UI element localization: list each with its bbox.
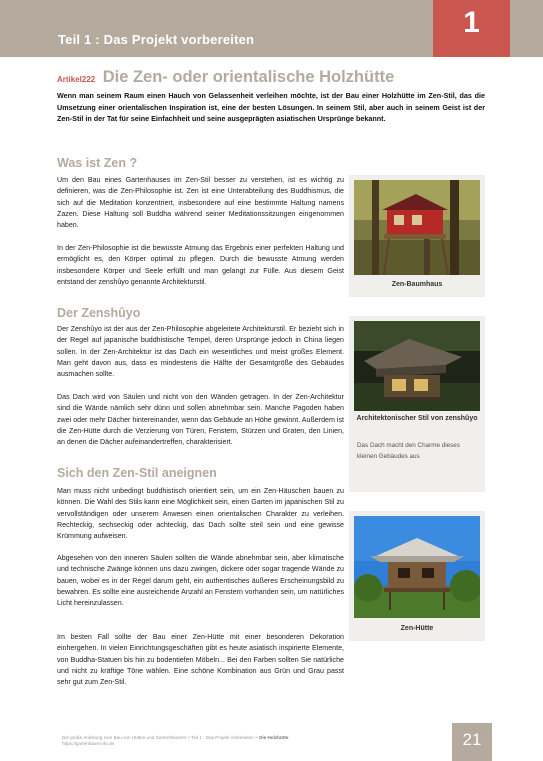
- page-number: 21: [452, 723, 492, 761]
- paragraph: Im besten Fall sollte der Bau einer Zen-Hütte mit einer besonderen Dekoration einhergehen. In vielen Einrichtungsgeschäften gibt es heute asiatisch inspirierte Elemente, von Buddha-Statuen bis hin zu bodentiefen Möbeln... Bei den Farben sollten Sie natürliche und nicht zu kräftige Töne wählen. Eine schöne Kombination aus Grün und Grau passt sehr gut zum Zen-Stil.: [57, 633, 344, 687]
- zen-hut-photo: [354, 516, 480, 618]
- figure-description: Das Dach macht den Charme dieses kleinen Gebäudes aus: [357, 442, 460, 460]
- chapter-number: 1: [433, 0, 510, 57]
- figure-zenshuyo: [349, 316, 485, 492]
- paragraph: Der Zenshûyo ist der aus der Zen-Philosophie abgeleitete Architekturstil. Er bezieht sich in der Regel auf japanische buddhistische Tempel, deren Ursprünge jedoch in China liegen sollen. In der Zen-Architektur ist das Dach ein wesentliches und meist großes Element. Man geht davon aus, dass es mindestens die Hälfte der Gesamtgröße des Gebäudes ausmachen sollte.: [57, 325, 344, 379]
- paragraph: Man muss nicht unbedingt buddhistisch orientiert sein, um ein Zen-Häuschen bauen zu können. Die Wahl des Stils kann eine Möglichkeit sein, einen Garten im japanischen Stil zu vervollständigen oder unserem Anwesen einen orientalischen Charakter zu verleihen. Rechteckig, sechseckig oder achteckig, das Dach sollte steil sein und eine gewisse Krümmung aufweisen.: [57, 487, 344, 541]
- treehouse-photo: [354, 180, 480, 275]
- section-heading: Der Zenshûyo: [57, 306, 141, 320]
- figure-zen-treehouse: [349, 175, 485, 297]
- paragraph: In der Zen-Philosophie ist die bewusste Atmung das Ergebnis einer perfekten Haltung und ermöglicht es, den Körper optimal zu pflegen. Durch die bewusste Atmung werden insbesondere Körper und Seele erfüllt und man gelangt zur Fülle. Aus diesem Geist entstand der zenshûyo genannte Architekturstil.: [57, 244, 344, 286]
- article-number: Artikel222: [57, 75, 96, 84]
- figure-caption: Zen-Hütte: [400, 625, 434, 632]
- paragraph: Das Dach wird von Säulen und nicht von den Wänden getragen. In der Zen-Architektur sind die Wände nämlich sehr dünn und sollen abnehmbar sein. Manche Pagoden haben zwei oder mehr Dächer hintereinander, wenn das Gebäude an Höhe gewinnt. Außerdem ist die Zen-Hütte durch die Verzierung von Türen, Fenstern, Stürzen und Graten, den Linien, an denen die Dächer aufeinandertreffen, charakterisiert.: [57, 393, 344, 447]
- figure-zen-hut: [349, 511, 485, 641]
- paragraph: Abgesehen von den inneren Säulen sollten die Wände abnehmbar sein, aber klimatische und technische Zwänge können uns dazu zwingen, dickere oder sogar tragende Wände zu bauen, wobei es in der Regel darum geht, ein authentisches äußeres Erscheinungsbild zu bewahren. Es sollte eine ausreichende Anzahl an Fenstern vorhanden sein, um natürliches Licht hereinzulassen.: [57, 554, 344, 608]
- page-footer: [62, 735, 432, 747]
- article-intro: Wenn man seinem Raum einen Hauch von Gelassenheit verleihen möchte, ist der Bau einer Holzhütte im Zen-Stil, das die Umsetzung einer orientalischen Inspiration ist, eine der besten Lösungen. In seinem Stil, aber auch in seinem Geist ist der Zen-Stil in der Tat für seine Einfachheit und seine ausgeprägten asiatischen Ursprünge bekannt.: [57, 91, 485, 123]
- article-heading: [57, 68, 394, 87]
- section-heading: Was ist Zen ?: [57, 156, 138, 170]
- breadcrumb-path: Die große Anleitung zum Bau von Hütten und Gartenhäusern > Teil 1 : Das Projekt vorbereiten >: [62, 735, 260, 740]
- part-title: Teil 1 : Das Projekt vorbereiten: [58, 32, 255, 47]
- section-heading: Sich den Zen-Stil aneignen: [57, 466, 217, 480]
- footer-url[interactable]: https://gartenhaus-info.de: [62, 741, 115, 746]
- zenshuyo-photo: [354, 321, 480, 411]
- figure-caption: Architektonischer Stil von zenshûyo: [356, 415, 478, 422]
- article-title: Die Zen- oder orientalische Holzhütte: [102, 68, 395, 86]
- paragraph: Um den Bau eines Gartenhauses im Zen-Stil besser zu verstehen, ist es wichtig zu definieren, was die Zen-Philosophie ist. Zen ist eine Unterabteilung des Buddhismus, die sich auf die Meditation konzentriert, insbesondere auf eine bestimmte Haltung namens Zazen. Diese Haltung soll Buddha während seiner Meditationssitzungen eingenommen haben.: [57, 176, 344, 230]
- breadcrumb-current: Die Holzhütte: [259, 735, 289, 740]
- figure-caption: Zen-Baumhaus: [391, 281, 443, 288]
